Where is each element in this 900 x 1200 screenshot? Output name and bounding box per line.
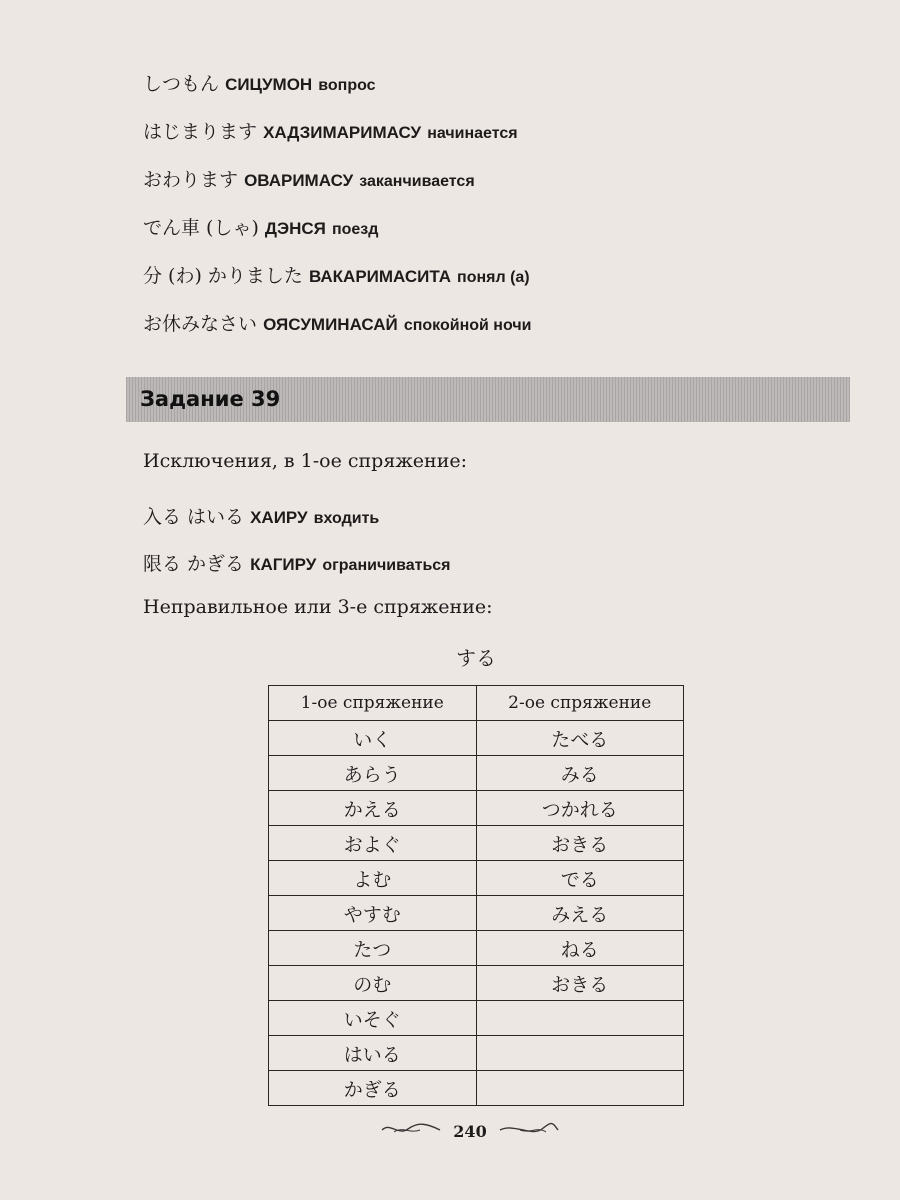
table-cell: たべる [476, 721, 684, 756]
table-row [269, 826, 684, 861]
table-row [269, 896, 684, 931]
exception-item: 入る はいる ХАИРУ входить [143, 506, 380, 528]
page-number: 240 [453, 1122, 487, 1141]
table-cell: はいる [269, 1036, 477, 1071]
table-row [269, 1001, 684, 1036]
table-cell: のむ [269, 966, 477, 1001]
table-cell: つかれる [476, 791, 684, 826]
task-banner [126, 377, 850, 422]
table-cell: かぎる [269, 1071, 477, 1106]
vocab-item: 分 (わ) かりました ВАКАРИМАСИТА понял (а) [143, 265, 530, 287]
vocab-item: しつもん СИЦУМОН вопрос [143, 73, 376, 95]
table-cell: おきる [476, 966, 684, 1001]
table-cell [476, 1001, 684, 1036]
vocab-list [143, 60, 843, 348]
table-header-row [269, 686, 684, 721]
table-cell: みえる [476, 896, 684, 931]
table-cell: いそぐ [269, 1001, 477, 1036]
column-header: 1-ое спряжение [269, 686, 477, 721]
right-swirl-ornament [498, 1118, 560, 1140]
table-cell [476, 1036, 684, 1071]
table-cell: およぐ [269, 826, 477, 861]
exceptions-heading: Исключения, в 1-ое спряжение: [143, 450, 468, 472]
irregular-heading: Неправильное или 3-е спряжение: [143, 596, 493, 618]
table-row [269, 756, 684, 791]
vocab-item: おわります ОВАРИМАСУ заканчивается [143, 169, 475, 191]
vocab-item: お休みなさい ОЯСУМИНАСАЙ спокойной ночи [143, 313, 532, 335]
table-row [269, 1036, 684, 1071]
column-header: 2-ое спряжение [476, 686, 684, 721]
task-title: Задание 39 [140, 387, 281, 411]
table-cell: おきる [476, 826, 684, 861]
table-cell: たつ [269, 931, 477, 966]
table-cell: やすむ [269, 896, 477, 931]
table-row [269, 791, 684, 826]
table-row [269, 1071, 684, 1106]
table-cell: あらう [269, 756, 477, 791]
table-row [269, 931, 684, 966]
table-cell: いく [269, 721, 477, 756]
table-cell: でる [476, 861, 684, 896]
table-row [269, 861, 684, 896]
exception-item: 限る かぎる КАГИРУ ограничиваться [143, 553, 451, 575]
table-row [269, 966, 684, 1001]
table-cell: かえる [269, 791, 477, 826]
table-cell: みる [476, 756, 684, 791]
vocab-item: はじまります ХАДЗИМАРИМАСУ начинается [143, 121, 518, 143]
conjugation-table [268, 685, 684, 1106]
table-cell [476, 1071, 684, 1106]
table-row [269, 721, 684, 756]
vocab-item: でん車 (しゃ) ДЭНСЯ поезд [143, 217, 379, 239]
table-cell: よむ [269, 861, 477, 896]
page-footer [380, 1118, 560, 1148]
table-caption: する [456, 646, 496, 670]
table-cell: ねる [476, 931, 684, 966]
